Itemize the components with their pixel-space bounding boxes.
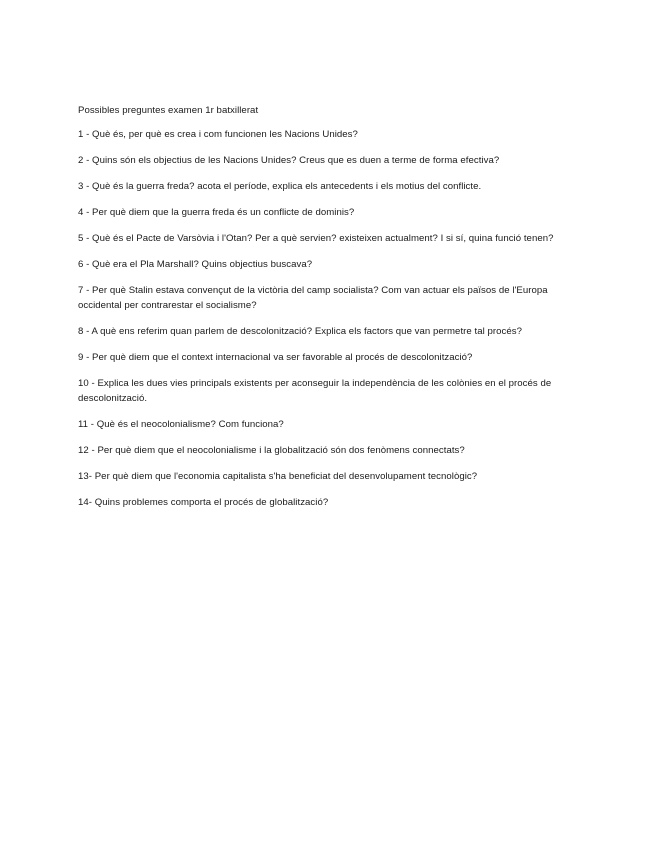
question-item: 6 - Què era el Pla Marshall? Quins objectius buscava? xyxy=(78,259,313,270)
question-item: 12 - Per què diem que el neocolonialisme i la globalització són dos fenòmens connectats? xyxy=(78,445,465,456)
question-item: 9 - Per què diem que el context internacional va ser favorable al procés de descolonització? xyxy=(78,352,473,363)
question-item: 13- Per què diem que l'economia capitalista s'ha beneficiat del desenvolupament tecnològic? xyxy=(78,471,478,482)
question-item: 10 - Explica les dues vies principals existents per aconseguir la independència de les colònies en el procés de descolonització. xyxy=(78,378,552,404)
document-title: Possibles preguntes examen 1r batxillerat xyxy=(78,105,259,116)
question-item: 14- Quins problemes comporta el procés de globalització? xyxy=(78,497,329,508)
question-item: 8 - A què ens referim quan parlem de descolonització? Explica els factors que van permetre tal procés? xyxy=(78,326,522,337)
question-item: 4 - Per què diem que la guerra freda és un conflicte de dominis? xyxy=(78,207,355,218)
question-item: 3 - Què és la guerra freda? acota el període, explica els antecedents i els motius del conflicte. xyxy=(78,181,482,192)
question-item: 2 - Quins són els objectius de les Nacions Unides? Creus que es duen a terme de forma efectiva? xyxy=(78,155,500,166)
document-content xyxy=(78,103,583,521)
question-item: 5 - Què és el Pacte de Varsòvia i l'Otan? Per a què servien? existeixen actualment? I si sí, quina funció tenen? xyxy=(78,233,554,244)
question-list xyxy=(78,127,583,510)
question-item: 11 - Què és el neocolonialisme? Com funciona? xyxy=(78,419,284,430)
question-item: 1 - Què és, per què es crea i com funcionen les Nacions Unides? xyxy=(78,129,358,140)
question-item: 7 - Per què Stalin estava convençut de la victòria del camp socialista? Com van actuar els països de l'Europa occidental per contrarestar el socialisme? xyxy=(78,285,548,311)
